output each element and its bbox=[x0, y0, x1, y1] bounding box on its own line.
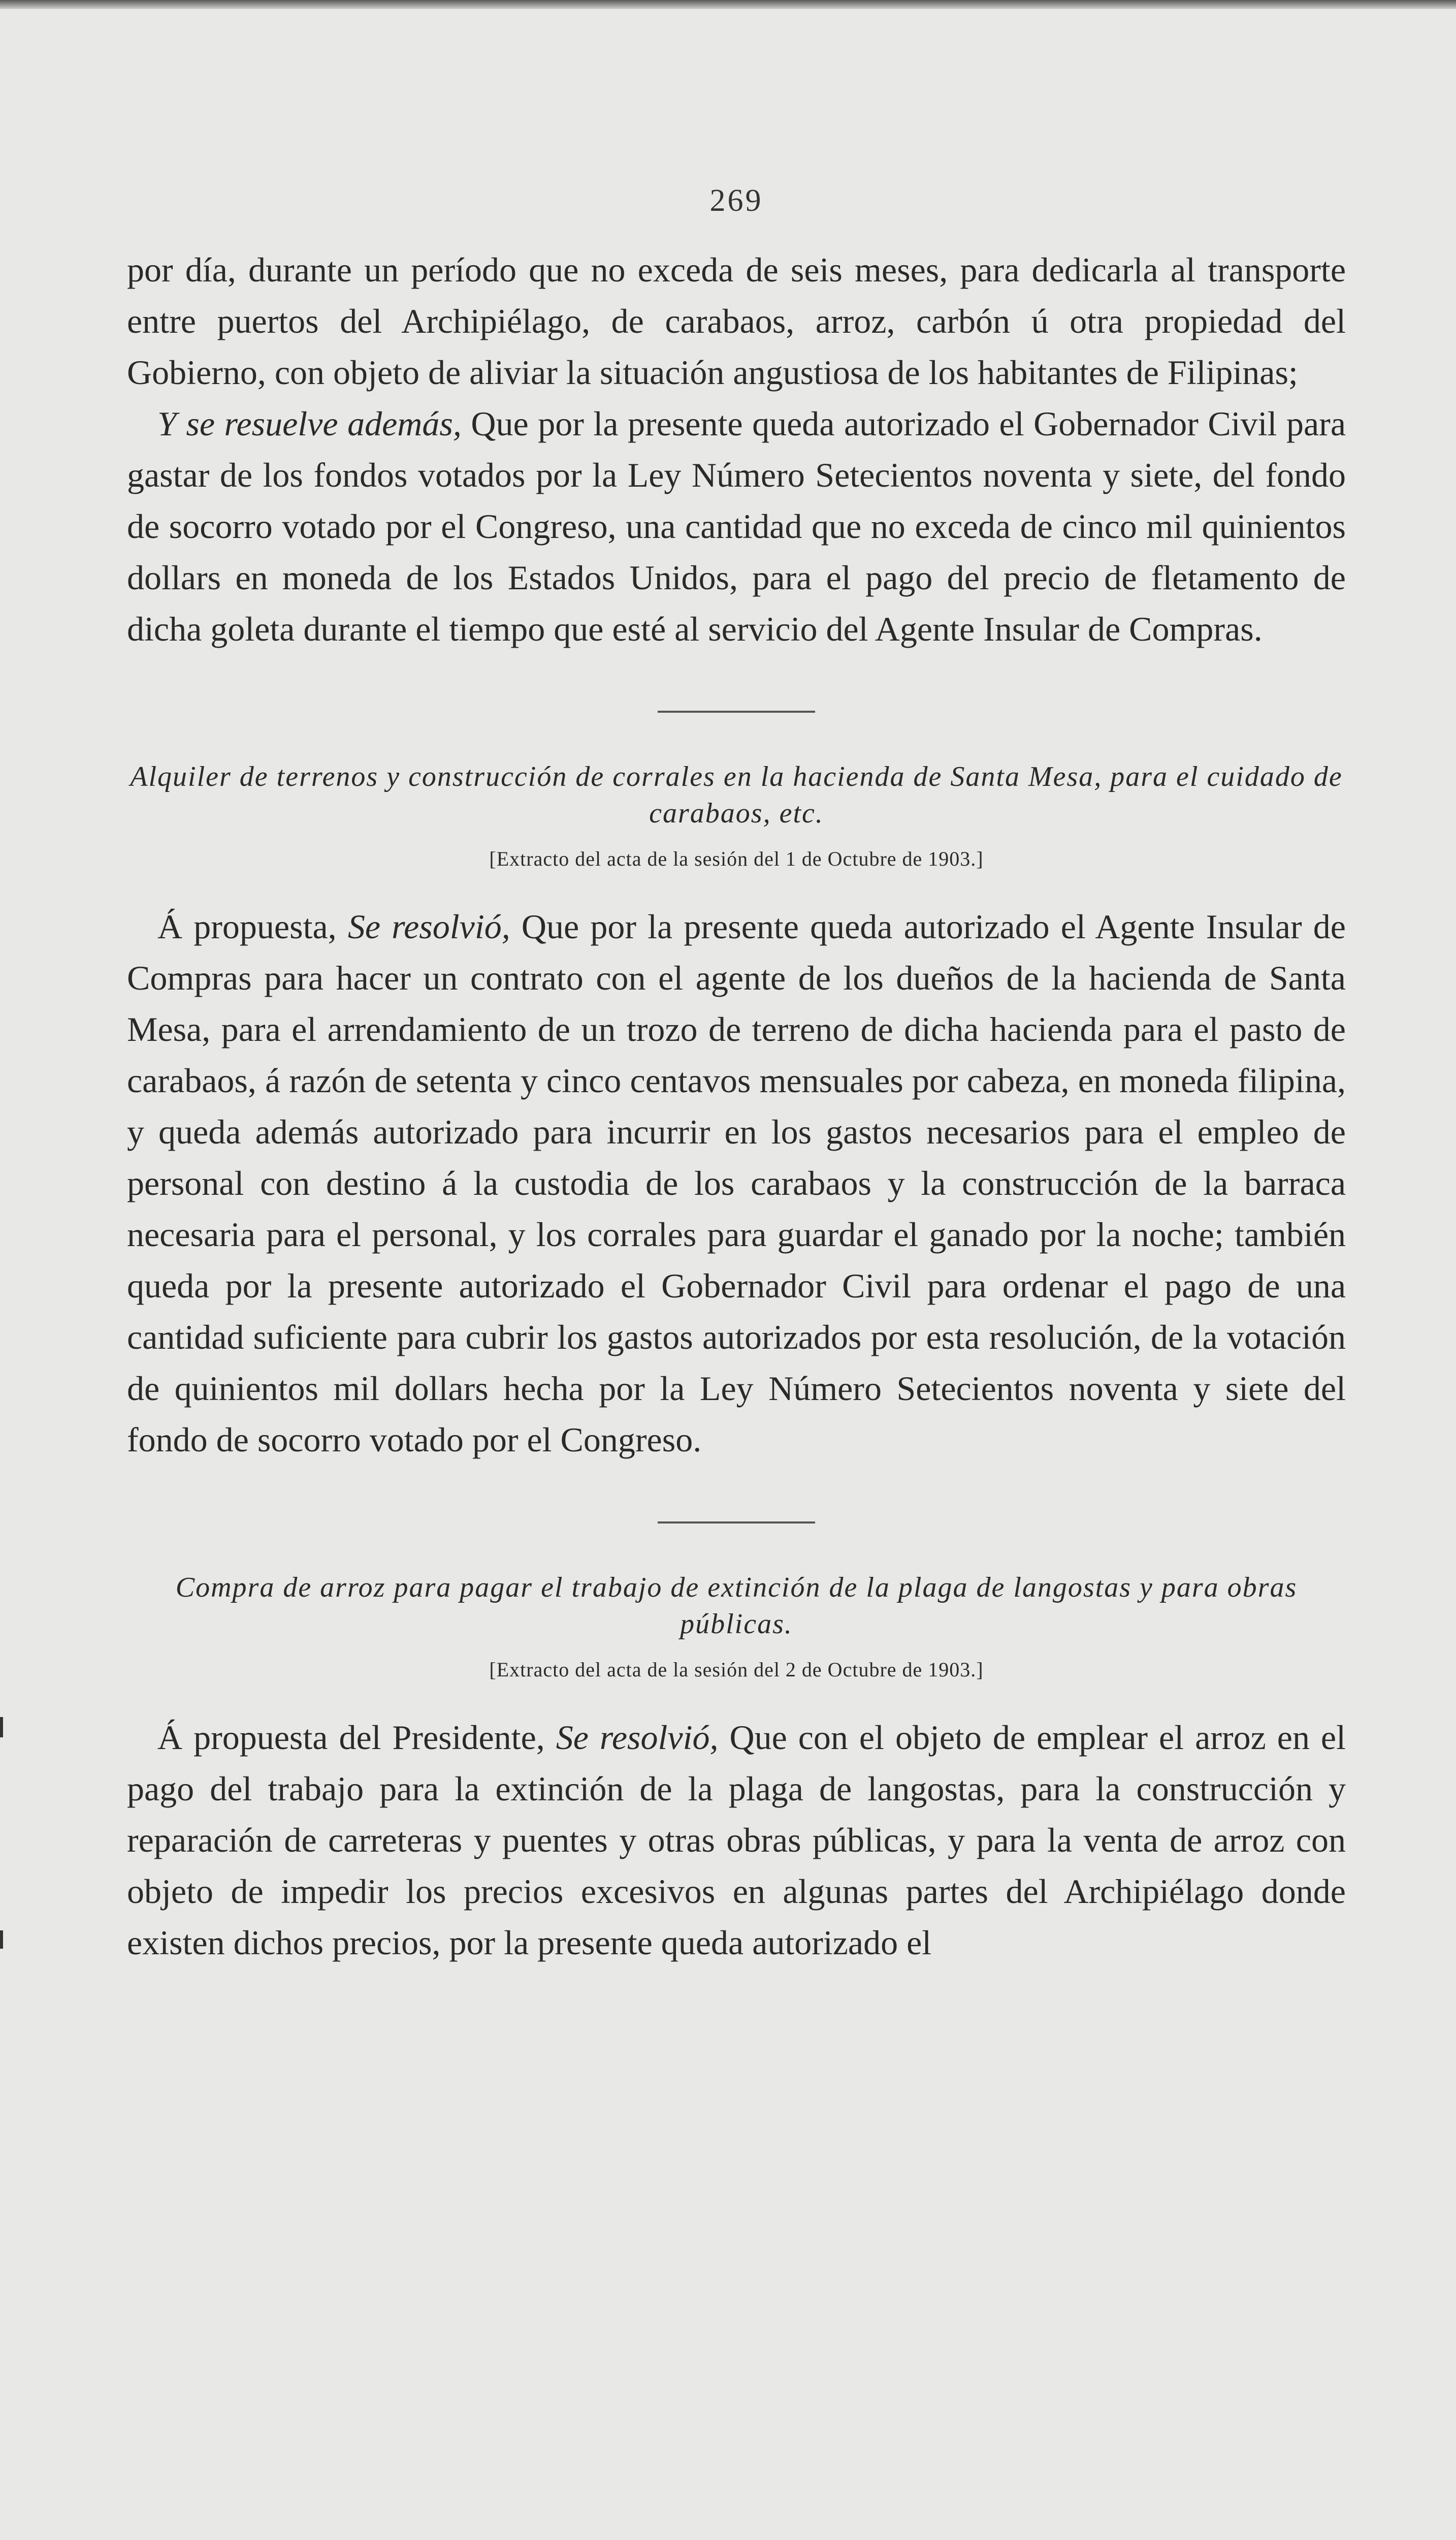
book-page bbox=[127, 183, 1346, 1968]
scan-top-edge bbox=[0, 0, 1456, 9]
section-divider bbox=[658, 711, 815, 713]
paragraph-resolution-addendum bbox=[127, 398, 1346, 655]
section-divider bbox=[658, 1521, 815, 1523]
paragraph-body: Que por la presente queda autorizado el Agente Insular de Compras para hacer un contrato con el agente de los dueños de la hacienda de Santa Mesa, para el arrendamiento de un trozo de terreno de dicha hacienda para el pasto de carabaos, á razón de setenta y cinco centavos mensuales por cabeza, en moneda filipina, y queda además autorizado para incurrir en los gastos necesarios para el empleo de personal con destino á la custodia de los carabaos y la construcción de la barraca necesaria para el personal, y los corrales para guardar el ganado por la noche; también queda por la presente autorizado el Gobernador Civil para ordenar el pago de una cantidad suficiente para cubrir los gastos autorizados por esta resolución, de la votación de quinientos mil dollars hecha por la Ley Número Setecientos noventa y siete del fondo de socorro votado por el Congreso. bbox=[127, 907, 1346, 1459]
paragraph-resolution bbox=[127, 901, 1346, 1466]
section-heading: Compra de arroz para pagar el trabajo de extinción de la plaga de langostas y para obras públicas. bbox=[175, 1572, 1298, 1640]
session-extract-note: [Extracto del acta de la sesión del 2 de Octubre de 1903.] bbox=[489, 1658, 984, 1681]
scan-edge-mark bbox=[0, 1717, 3, 1737]
resolution-lead: Y se resuelve además, bbox=[157, 404, 462, 443]
page-number: 269 bbox=[709, 183, 763, 218]
scan-edge-mark bbox=[0, 1930, 3, 1949]
section-heading: Alquiler de terrenos y construcción de corrales en la hacienda de Santa Mesa, para el cuidado de carabaos, etc. bbox=[130, 761, 1343, 829]
resolution-lead: Se resolvió, bbox=[347, 907, 510, 946]
paragraph-body: Que con el objeto de emplear el arroz en el pago del trabajo para la extinción de la plaga de langostas, para la construcción y reparación de carreteras y puentes y otras obras públicas, y para la venta de arroz con objeto de impedir los precios excesivos en algunas partes del Archipiélago donde existen dichos precios, por la presente queda autorizado el bbox=[127, 1718, 1346, 1962]
paragraph-resolution bbox=[127, 1712, 1346, 1968]
resolution-lead: Se resolvió, bbox=[556, 1718, 719, 1757]
paragraph-start: Á propuesta del Presidente, bbox=[157, 1718, 556, 1757]
paragraph-body: Que por la presente queda autorizado el Gobernador Civil para gastar de los fondos votados por la Ley Número Setecientos noventa y siete, del fondo de socorro votado por el Congreso, una cantidad que no exceda de cinco mil quinientos dollars en moneda de los Estados Unidos, para el pago del precio de fletamento de dicha goleta durante el tiempo que esté al servicio del Agente Insular de Compras. bbox=[127, 404, 1346, 648]
paragraph-start: Á propuesta, bbox=[157, 907, 348, 946]
session-extract-note: [Extracto del acta de la sesión del 1 de Octubre de 1903.] bbox=[489, 847, 984, 870]
paragraph-continuation: por día, durante un período que no exceda de seis meses, para dedicarla al transporte entre puertos del Archipiélago, de carabaos, arroz, carbón ú otra propiedad del Gobierno, con objeto de aliviar la situación angustiosa de los habitantes de Filipinas; bbox=[127, 250, 1346, 392]
